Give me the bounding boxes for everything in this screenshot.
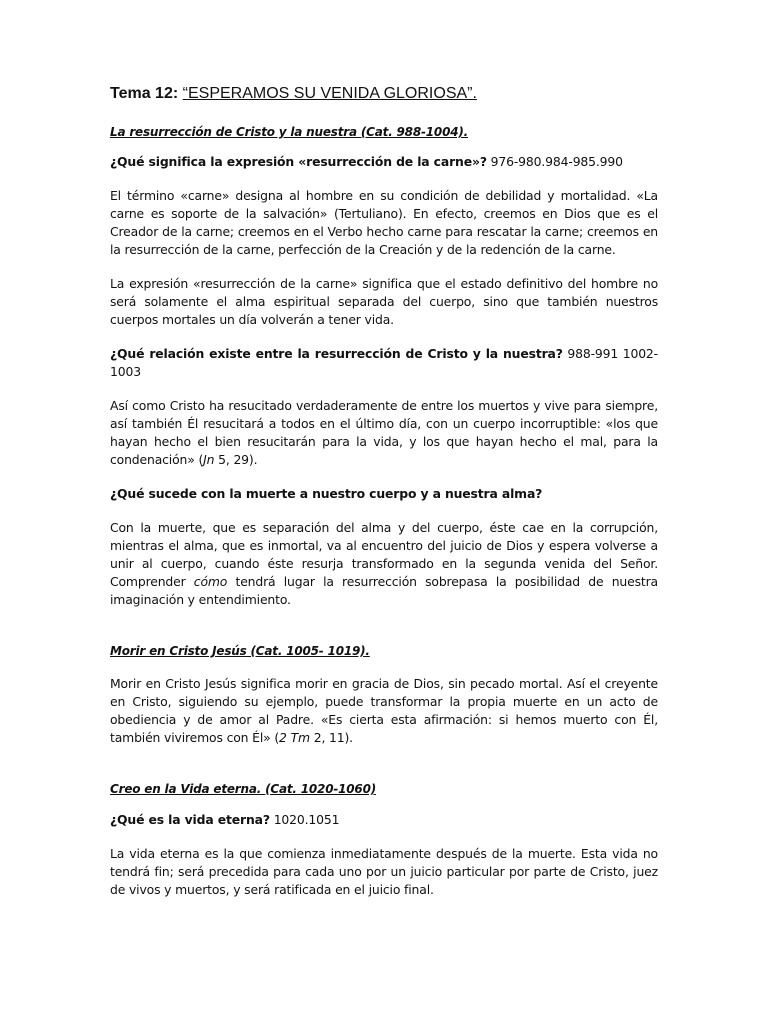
text-run: Así como Cristo ha resucitado verdaderamente de entre los muertos y vive para siempre, así también Él resucitará a todos en el último día, con un cuerpo incorruptible: «los que hayan hecho el bien resucitarán para la vida, y los que hayan hecho el mal, para la condenación» ( (110, 398, 658, 467)
question-reference: 1020.1051 (269, 812, 340, 827)
question-text: ¿Qué es la vida eterna? (110, 812, 270, 827)
question-text: ¿Qué significa la expresión «resurrección de la carne»? (110, 154, 487, 169)
paragraph-morir (110, 675, 658, 747)
paragraph-expression: La expresión «resurrección de la carne» significa que el estado definitivo del hombre no será solamente el alma espiritual separada del cuerpo, sino que también nuestros cuerpos mortales un día volverán a tener vida. (110, 276, 658, 327)
paragraph-cristo-resucitado (110, 397, 658, 469)
question-text: ¿Qué sucede con la muerte a nuestro cuerpo y a nuestra alma? (110, 486, 543, 501)
question-text: ¿Qué relación existe entre la resurrección de Cristo y la nuestra? (110, 346, 563, 361)
paragraph-carne: El término «carne» designa al hombre en su condición de debilidad y mortalidad. «La carne es soporte de la salvación» (Tertuliano). En efecto, creemos en Dios que es el Creador de la carne; creemos en el Verbo hecho carne para rescatar la carne; creemos en la resurrección de la carne, perfección de la Creación y de la redención de la carne. (110, 188, 658, 257)
text-run: 5, 29). (214, 452, 258, 467)
citation-book: Jn (203, 452, 215, 467)
citation-book: 2 Tm (279, 730, 310, 745)
emphasis-como: cómo (193, 574, 228, 589)
section-heading-vida-eterna: Creo en la Vida eterna. (Cat. 1020-1060) (110, 782, 377, 796)
text-run: 2, 11). (309, 730, 353, 745)
paragraph-vida-eterna: La vida eterna es la que comienza inmediatamente después de la muerte. Esta vida no tendrá fin; será precedida para cada uno por un juicio particular por parte de Cristo, juez de vivos y muertos, y será ratificada en el juicio final. (110, 846, 658, 897)
question-eternal-life (110, 811, 658, 829)
text-run: tendrá lugar la resurrección sobrepasa la posibilidad de nuestra imaginación y entendimiento. (110, 574, 658, 607)
question-death (110, 485, 658, 503)
title-label: Tema 12: (110, 85, 179, 102)
paragraph-muerte (110, 519, 658, 609)
text-run: Morir en Cristo Jesús significa morir en gracia de Dios, sin pecado mortal. Así el creyente en Cristo, siguiendo su ejemplo, puede transformar la propia muerte en un acto de obediencia y de amor al Padre. «Es cierta esta afirmación: si hemos muerto con Él, también viviremos con Él» ( (110, 676, 658, 745)
question-relation (110, 345, 658, 381)
question-resurrection-meaning (110, 153, 658, 171)
page-title (110, 84, 658, 104)
question-reference: 988-991 1002-1003 (110, 346, 658, 379)
document-content (110, 84, 658, 899)
question-reference: 976-980.984-985.990 (486, 154, 623, 169)
section-heading-morir: Morir en Cristo Jesús (Cat. 1005- 1019). (110, 644, 370, 658)
text-run: Con la muerte, que es separación del alma y del cuerpo, éste cae en la corrupción, mientras el alma, que es inmortal, va al encuentro del juicio de Dios y espera volverse a unir al cuerpo, cuando éste resurja transformado en la segunda venida del Señor. Comprender (110, 520, 658, 589)
title-text: “ESPERAMOS SU VENIDA GLORIOSA”. (182, 85, 477, 102)
section-heading-resurrection: La resurrección de Cristo y la nuestra (Cat. 988-1004). (110, 125, 469, 139)
